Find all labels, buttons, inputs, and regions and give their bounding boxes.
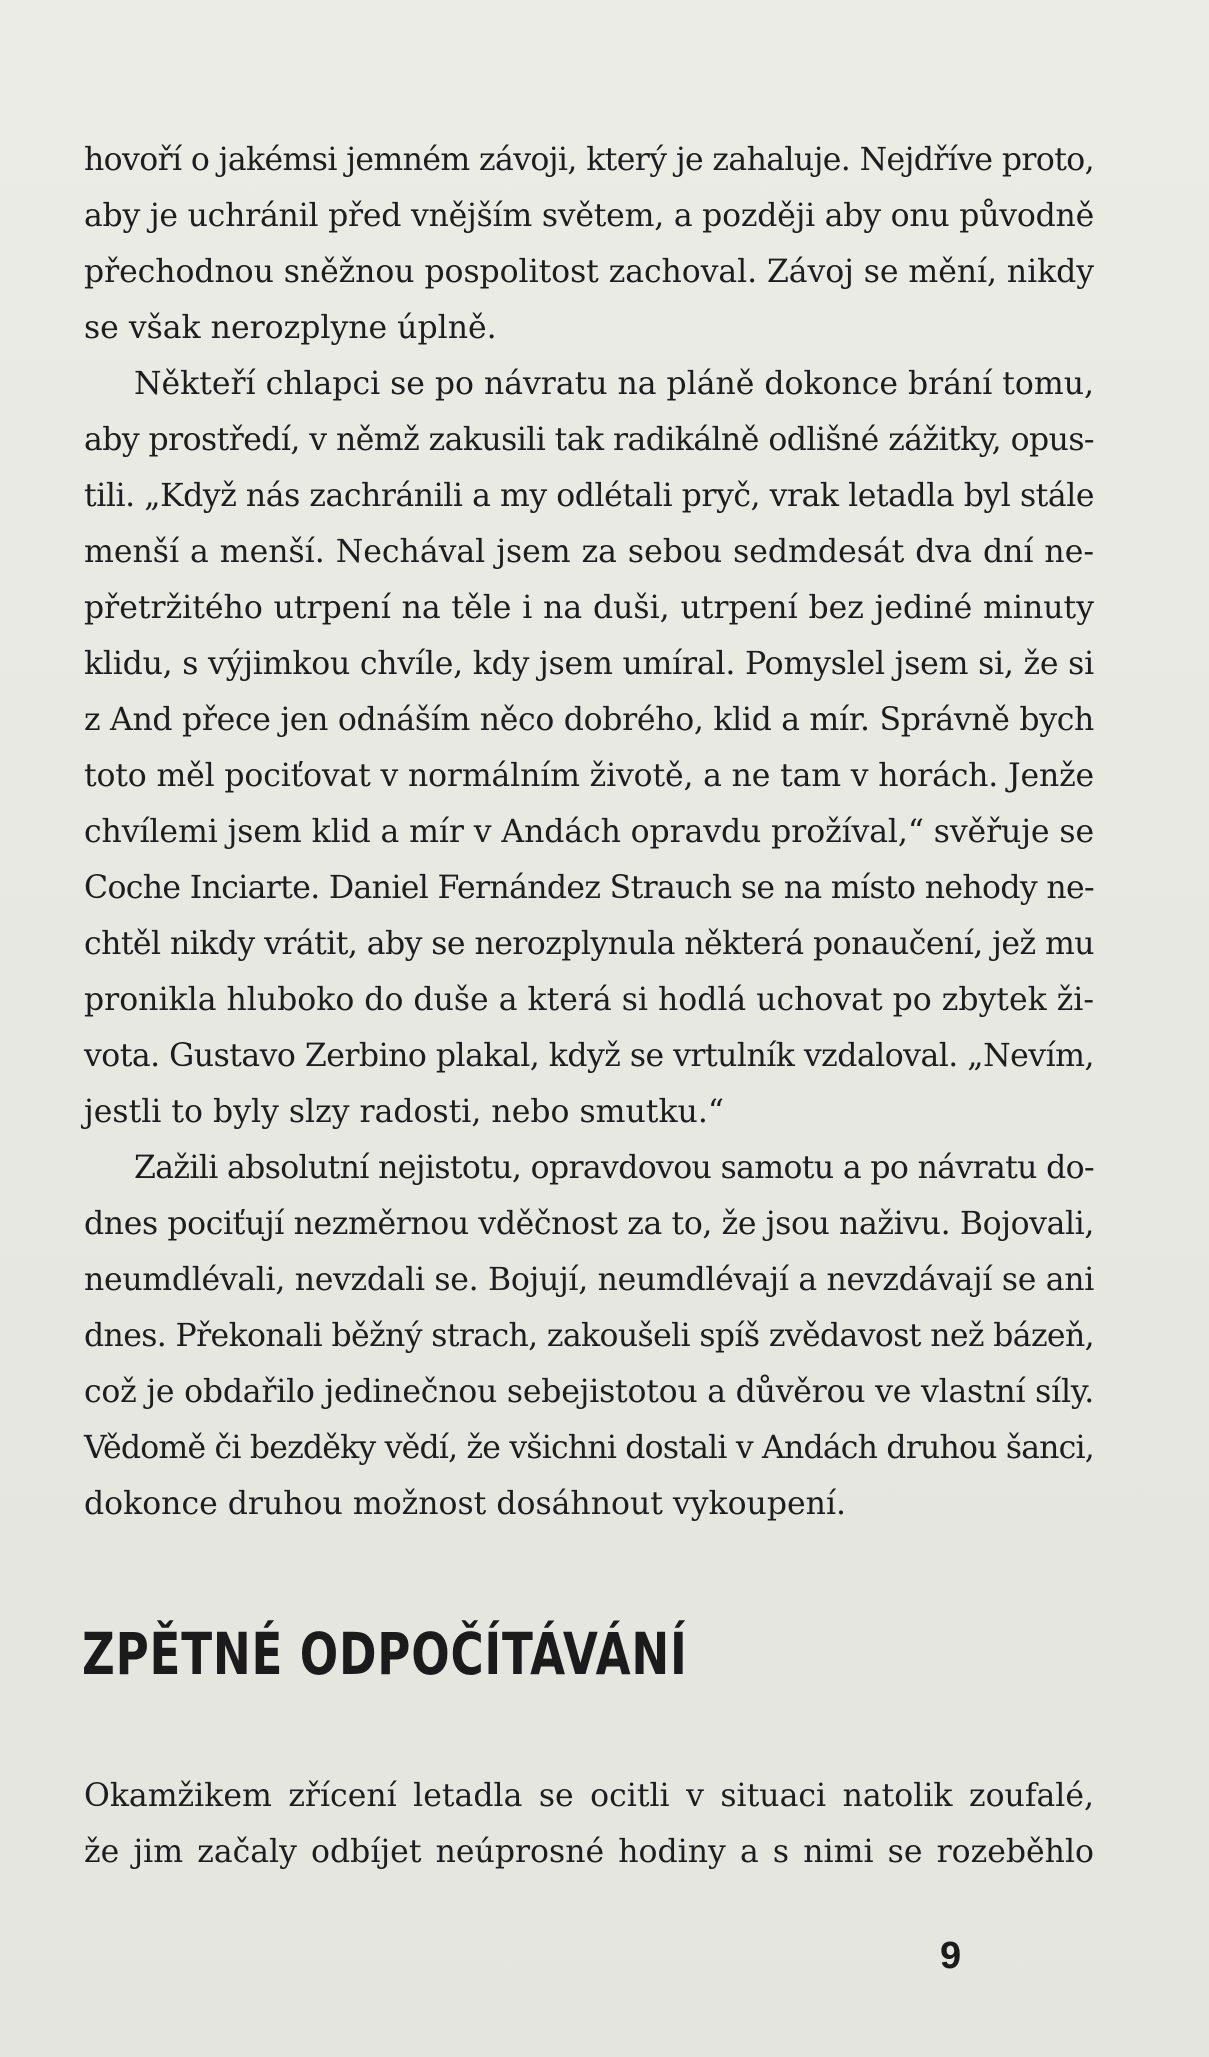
text-line: toto měl pociťovat v normálním životě, a ne tam v horách. Jenže (84, 758, 1094, 794)
text-line: dnes. Překonali běžný strach, zakoušeli spíš zvědavost než bázeň, (84, 1318, 1095, 1354)
text-line: dokonce druhou možnost dosáhnout vykoupení. (84, 1486, 847, 1522)
paragraph-3 (84, 1140, 1094, 1532)
text-line: což je obdařilo jedinečnou sebejistotou a důvěrou ve vlastní síly. (84, 1374, 1095, 1410)
text-line: aby je uchránil před vnějším světem, a později aby onu původně (84, 198, 1094, 234)
text-line: se však nerozplyne úplně. (84, 310, 497, 346)
text-line: Někteří chlapci se po návratu na pláně dokonce brání tomu, (134, 366, 1094, 402)
text-line: jestli to byly slzy radosti, nebo smutku.“ (84, 1094, 724, 1130)
text-line: přetržitého utrpení na těle i na duši, utrpení bez jediné minuty (84, 590, 1094, 626)
text-line: Coche Inciarte. Daniel Fernández Strauch se na místo nehody ne- (84, 870, 1094, 906)
section-text (84, 1768, 1094, 1880)
section-heading: ZPĚTNÉ ODPOČÍTÁVÁNÍ (82, 1620, 688, 1688)
text-line: chtěl nikdy vrátit, aby se nerozplynula některá ponaučení, jež mu (84, 926, 1095, 962)
text-line: klidu, s výjimkou chvíle, kdy jsem umíral. Pomyslel jsem si, že si (84, 646, 1094, 682)
text-line: hovoří o jakémsi jemném závoji, který je zahaluje. Nejdříve proto, (84, 142, 1095, 178)
body-text (84, 132, 1094, 1532)
paragraph-1 (84, 132, 1094, 356)
text-line: chvílemi jsem klid a mír v Andách opravdu prožíval,“ svěřuje se (84, 814, 1094, 850)
text-line: vota. Gustavo Zerbino plakal, když se vrtulník vzdaloval. „Nevím, (84, 1038, 1094, 1074)
text-line: tili. „Když nás zachránili a my odlétali pryč, vrak letadla byl stále (84, 478, 1095, 514)
page-number: 9 (940, 1935, 962, 1977)
section-paragraph (84, 1768, 1094, 1880)
text-line: Okamžikem zřícení letadla se ocitli v situaci natolik zoufalé, (84, 1778, 1094, 1814)
text-line: že jim začaly odbíjet neúprosné hodiny a s nimi se rozeběhlo (84, 1834, 1094, 1870)
text-line: menší a menší. Nechával jsem za sebou sedmdesát dva dní ne- (84, 534, 1094, 570)
text-line: Zažili absolutní nejistotu, opravdovou samotu a po návratu do- (134, 1150, 1095, 1186)
text-line: neumdlévali, nevzdali se. Bojují, neumdlévají a nevzdávají se ani (84, 1262, 1094, 1298)
text-line: dnes pociťují nezměrnou vděčnost za to, že jsou naživu. Bojovali, (84, 1206, 1094, 1242)
text-line: pronikla hluboko do duše a která si hodlá uchovat po zbytek ži- (84, 982, 1094, 1018)
paragraph-2 (84, 356, 1094, 1140)
text-line: přechodnou sněžnou pospolitost zachoval. Závoj se mění, nikdy (84, 254, 1095, 290)
text-line: z And přece jen odnáším něco dobrého, klid a mír. Správně bych (84, 702, 1095, 738)
text-line: Vědomě či bezděky vědí, že všichni dostali v Andách druhou šanci, (84, 1430, 1094, 1466)
text-line: aby prostředí, v němž zakusili tak radikálně odlišné zážitky, opus- (84, 422, 1094, 458)
